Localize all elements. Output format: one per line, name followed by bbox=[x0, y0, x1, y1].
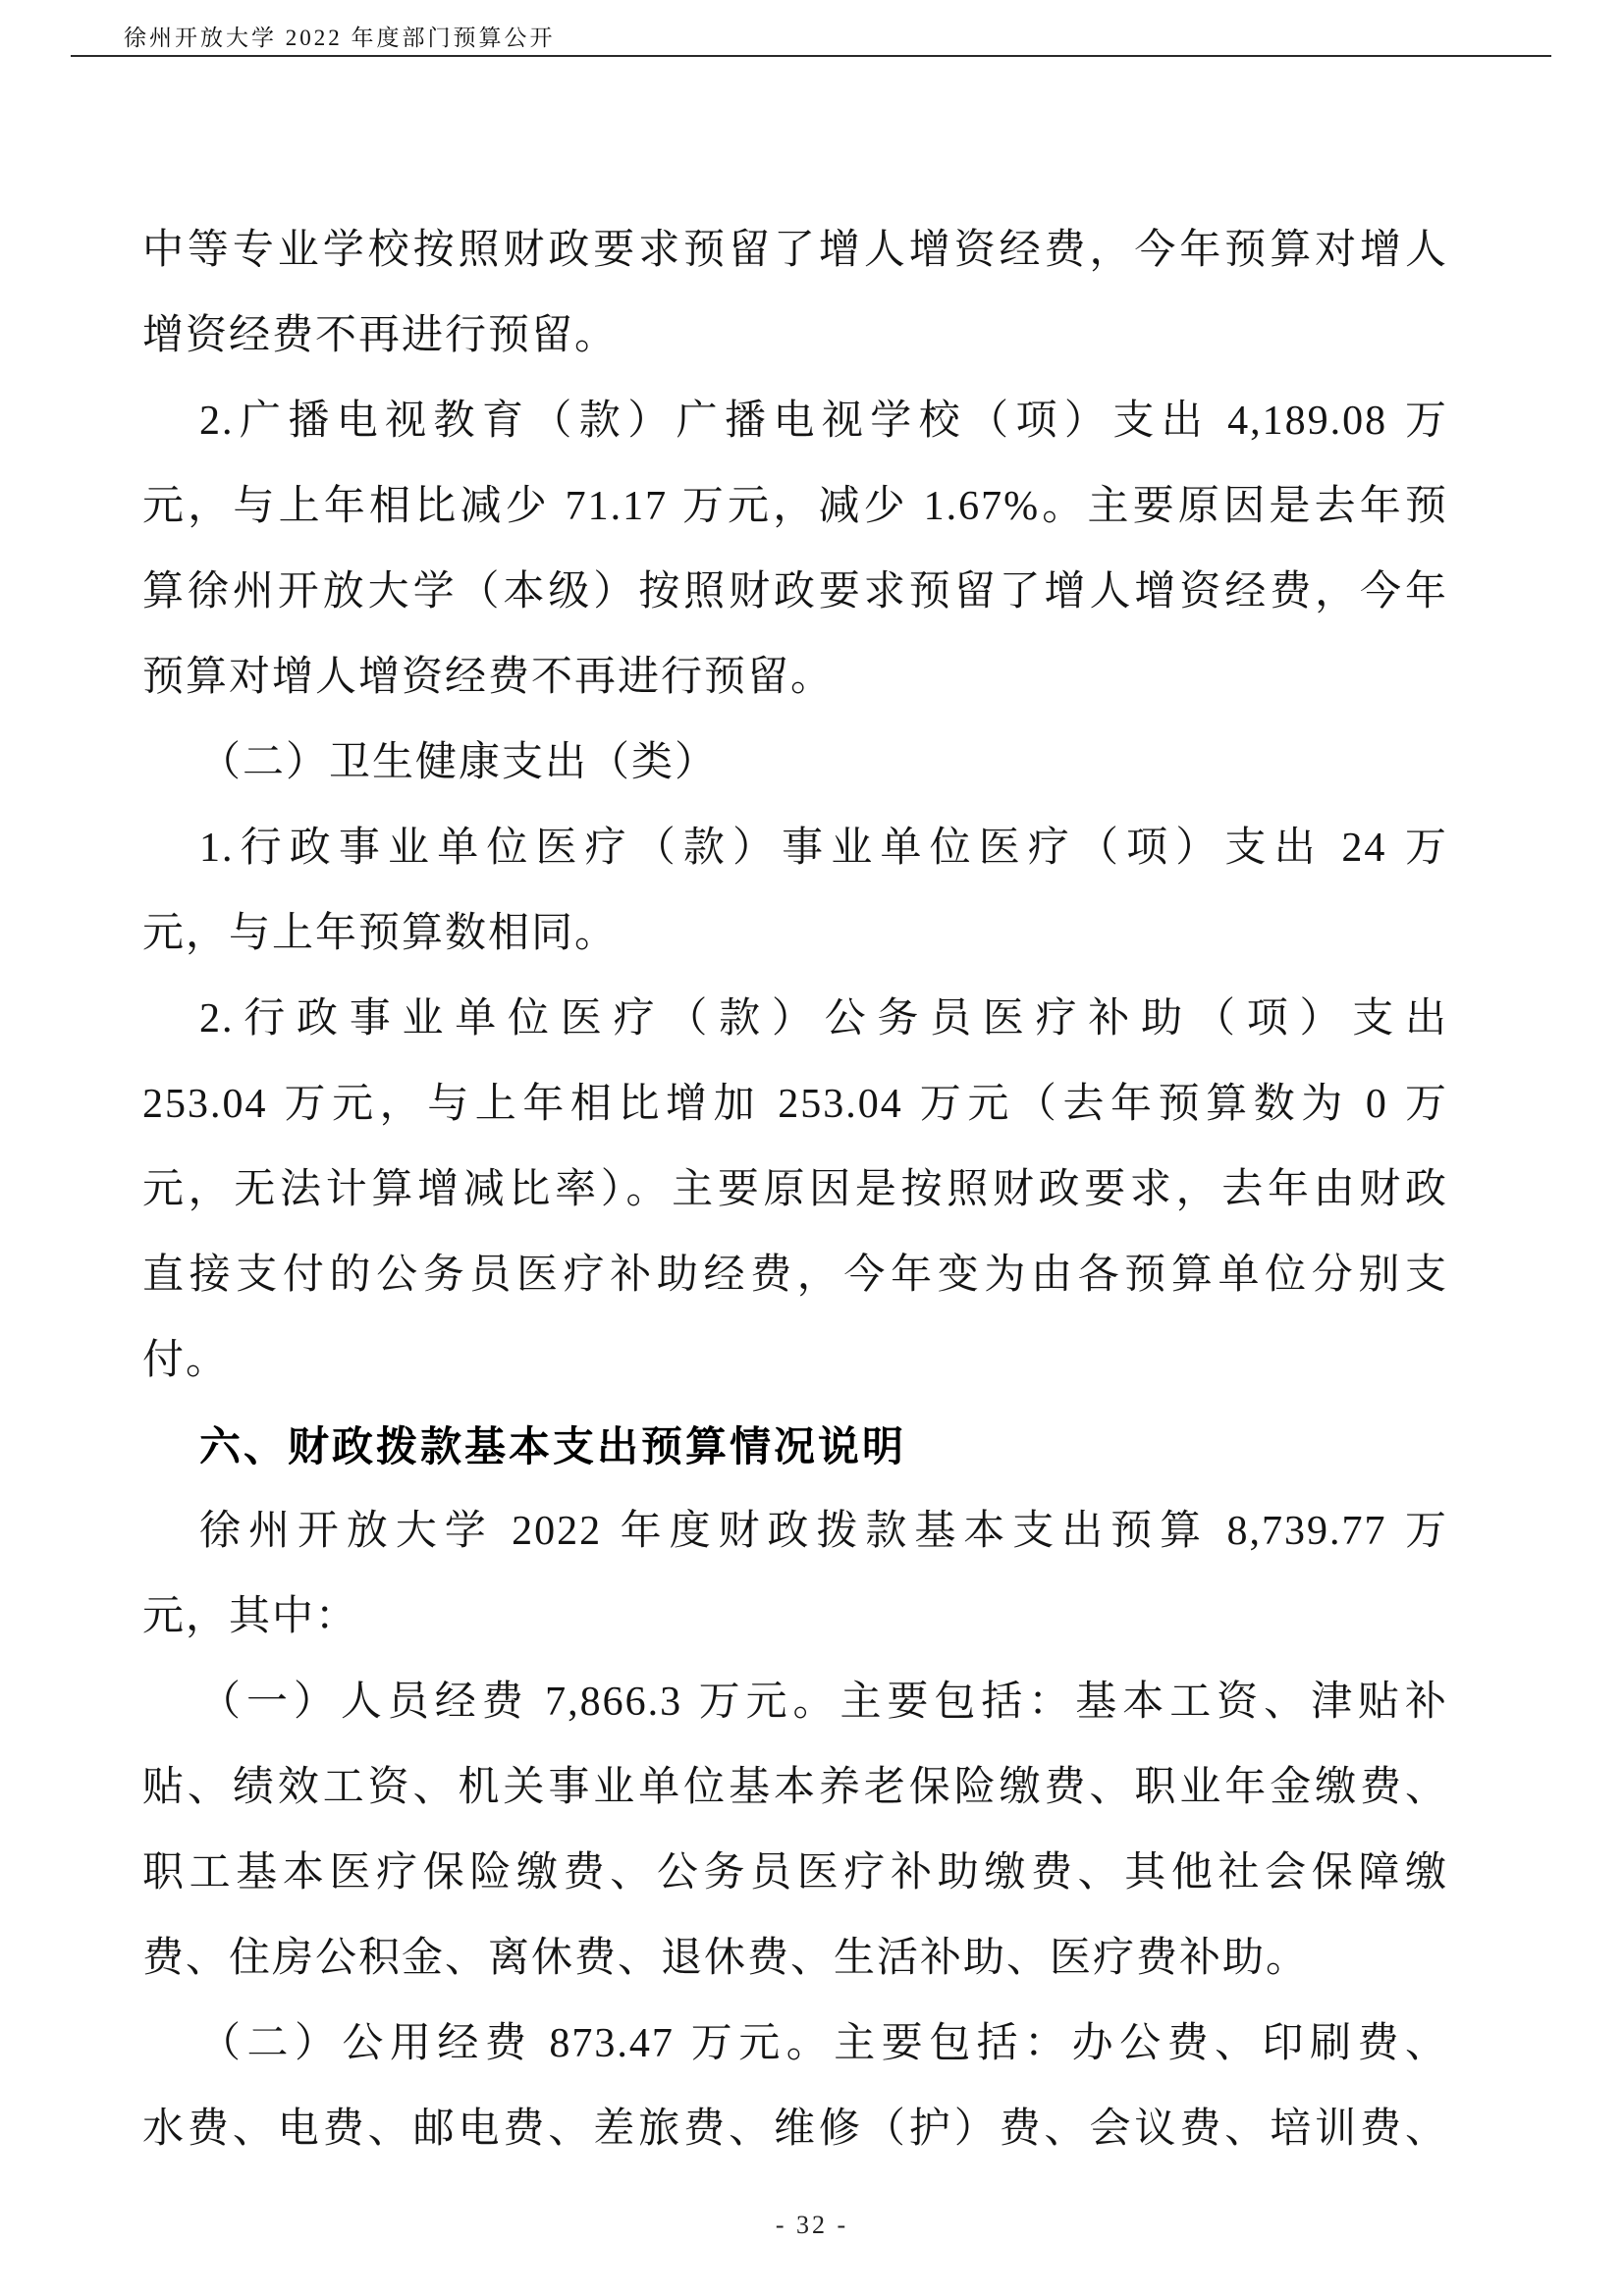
paragraph-line: （二）公用经费 873.47 万元。主要包括：办公费、印刷费、 bbox=[199, 2021, 1448, 2066]
header-title: 徐州开放大学 2022 年度部门预算公开 bbox=[124, 26, 556, 50]
paragraph-line: （一）人员经费 7,866.3 万元。主要包括：基本工资、津贴补 bbox=[199, 1680, 1448, 1725]
paragraph-line: 算徐州开放大学（本级）按照财政要求预留了增人增资经费，今年 bbox=[142, 569, 1448, 614]
paragraph-line: 预算对增人增资经费不再进行预留。 bbox=[142, 655, 835, 700]
section-subheading: （二）卫生健康支出（类） bbox=[199, 740, 719, 785]
paragraph-line: 付。 bbox=[142, 1338, 230, 1383]
page-footer bbox=[0, 2211, 1624, 2240]
section-heading: 六、财政拨款基本支出预算情况说明 bbox=[199, 1423, 907, 1469]
paragraph-line: 中等专业学校按照财政要求预留了增人增资经费，今年预算对增人 bbox=[142, 228, 1448, 273]
paragraph-line: 增资经费不再进行预留。 bbox=[142, 313, 619, 358]
paragraph-line: 2.广播电视教育（款）广播电视学校（项）支出 4,189.08 万 bbox=[199, 399, 1448, 444]
document-body bbox=[142, 208, 1448, 2172]
paragraph-line: 元，无法计算增减比率）。主要原因是按照财政要求，去年由财政 bbox=[142, 1167, 1448, 1212]
paragraph-line: 253.04 万元，与上年相比增加 253.04 万元（去年预算数为 0 万 bbox=[142, 1082, 1448, 1127]
paragraph-line: 1.行政事业单位医疗（款）事业单位医疗（项）支出 24 万 bbox=[199, 826, 1448, 871]
page-header bbox=[71, 20, 1553, 52]
page-number: - 32 - bbox=[775, 2211, 849, 2239]
paragraph-line: 元，其中： bbox=[142, 1594, 359, 1639]
paragraph-line: 元，与上年预算数相同。 bbox=[142, 911, 619, 956]
paragraph-line: 费、住房公积金、离休费、退休费、生活补助、医疗费补助。 bbox=[142, 1936, 1310, 1981]
paragraph-line: 职工基本医疗保险缴费、公务员医疗补助缴费、其他社会保障缴 bbox=[142, 1850, 1448, 1896]
header-divider bbox=[71, 55, 1551, 57]
paragraph-line: 徐州开放大学 2022 年度财政拨款基本支出预算 8,739.77 万 bbox=[199, 1509, 1448, 1554]
paragraph-line: 水费、电费、邮电费、差旅费、维修（护）费、会议费、培训费、 bbox=[142, 2107, 1448, 2152]
paragraph-line: 贴、绩效工资、机关事业单位基本养老保险缴费、职业年金缴费、 bbox=[142, 1765, 1448, 1810]
paragraph-line: 直接支付的公务员医疗补助经费，今年变为由各预算单位分别支 bbox=[142, 1253, 1448, 1298]
paragraph-line: 2.行政事业单位医疗（款）公务员医疗补助（项）支出 bbox=[199, 996, 1448, 1041]
paragraph-line: 元，与上年相比减少 71.17 万元，减少 1.67%。主要原因是去年预 bbox=[142, 484, 1448, 529]
